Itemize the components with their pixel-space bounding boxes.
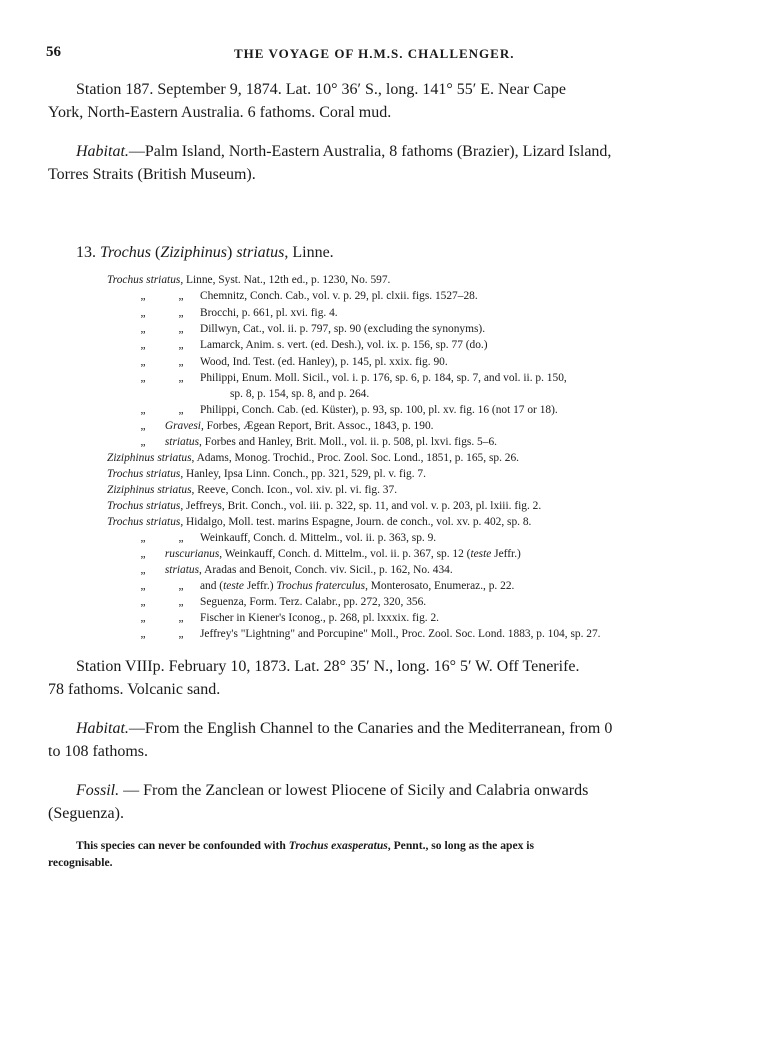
- habitat-text: —From the English Channel to the Canaries and the Mediterranean, from 0: [128, 720, 613, 737]
- species-heading: 13. Trochus (Ziziphinus) striatus, Linne.: [76, 244, 334, 261]
- habitat-paragraph-1-line-2: Torres Straits (British Museum).: [48, 166, 256, 183]
- synonymy-entry: „ „ Weinkauff, Conch. d. Mittelm., vol. ii. p. 363, sp. 9.: [140, 532, 437, 544]
- running-title: THE VOYAGE OF H.M.S. CHALLENGER.: [234, 46, 515, 61]
- synonymy-entry: „ striatus, Aradas and Benoit, Conch. viv. Sicil., p. 162, No. 434.: [140, 564, 453, 576]
- station-viii-line-2: 78 fathoms. Volcanic sand.: [48, 681, 221, 698]
- habitat-paragraph-2: [76, 717, 612, 741]
- synonymy-entry: Trochus striatus, Linne, Syst. Nat., 12th ed., p. 1230, No. 597.: [107, 274, 391, 286]
- synonymy-entry: „ striatus, Forbes and Hanley, Brit. Moll., vol. ii. p. 508, pl. lxvi. figs. 5–6.: [140, 436, 497, 448]
- fossil-paragraph-line-2: (Seguenza).: [48, 805, 124, 822]
- station-viii-line-1: Station VIIIp. February 10, 1873. Lat. 28° 35′ N., long. 16° 5′ W. Off Tenerife.: [76, 658, 580, 675]
- synonymy-entry: Trochus striatus, Jeffreys, Brit. Conch., vol. iii. p. 322, sp. 11, and vol. v. p. 203, pl. lxiii. fig. 2.: [107, 500, 542, 512]
- habitat-label: Habitat.: [76, 143, 129, 160]
- fossil-text: — From the Zanclean or lowest Pliocene of Sicily and Calabria onwards: [119, 782, 589, 799]
- closing-note: This species can never be confounded with Trochus exasperatus, Pennt., so long as the apex is: [76, 839, 535, 852]
- synonymy-entry: „ „ Philippi, Enum. Moll. Sicil., vol. i. p. 176, sp. 6, p. 184, sp. 7, and vol. ii. p. 150,: [140, 372, 567, 384]
- species-subgenus: Ziziphinus: [160, 244, 227, 261]
- species-number: 13.: [76, 244, 96, 261]
- page-number: 56: [46, 44, 61, 60]
- station-187-line-1: Station 187. September 9, 1874. Lat. 10° 36′ S., long. 141° 55′ E. Near Cape: [76, 81, 566, 98]
- species-epithet: striatus: [236, 244, 285, 261]
- habitat-text: —Palm Island, North-Eastern Australia, 8 fathoms (Brazier), Lizard Island,: [128, 143, 612, 160]
- habitat-paragraph-2-line-2: to 108 fathoms.: [48, 743, 148, 760]
- closing-note-line-2: recognisable.: [48, 856, 113, 869]
- note-species: Trochus exasperatus: [288, 839, 388, 852]
- synonymy-entry: „ „ Dillwyn, Cat., vol. ii. p. 797, sp. 90 (excluding the synonyms).: [140, 323, 486, 335]
- synonymy-entry: Ziziphinus striatus, Reeve, Conch. Icon., vol. xiv. pl. vi. fig. 37.: [107, 484, 398, 496]
- habitat-paragraph-1: [76, 140, 611, 164]
- station-187-line-2: York, North-Eastern Australia. 6 fathoms. Coral mud.: [48, 104, 392, 121]
- synonymy-entry: „ „ Seguenza, Form. Terz. Calabr., pp. 272, 320, 356.: [140, 596, 427, 608]
- fossil-paragraph: [76, 779, 588, 803]
- fossil-label: Fossil.: [76, 782, 120, 799]
- synonymy-entry: „ Gravesi, Forbes, Ægean Report, Brit. Assoc., 1843, p. 190.: [140, 420, 434, 432]
- synonymy-entry-continuation: sp. 8, p. 154, sp. 8, and p. 264.: [230, 388, 370, 400]
- synonymy-entry: „ „ Lamarck, Anim. s. vert. (ed. Desh.), vol. ix. p. 156, sp. 77 (do.): [140, 339, 488, 351]
- synonymy-entry: Trochus striatus, Hidalgo, Moll. test. marins Espagne, Journ. de conch., vol. xv. p. 402, sp. 8.: [107, 516, 532, 528]
- synonymy-entry: „ „ Brocchi, p. 661, pl. xvi. fig. 4.: [140, 307, 338, 319]
- synonymy-entry: „ „ Philippi, Conch. Cab. (ed. Küster), p. 93, sp. 100, pl. xv. fig. 16 (not 17 or 18).: [140, 404, 558, 416]
- synonymy-entry: Ziziphinus striatus, Adams, Monog. Trochid., Proc. Zool. Soc. Lond., 1851, p. 165, sp. 26.: [107, 452, 520, 464]
- synonymy-entry: „ „ Wood, Ind. Test. (ed. Hanley), p. 145, pl. xxix. fig. 90.: [140, 356, 448, 368]
- synonymy-entry: „ „ Fischer in Kiener's Iconog., p. 268, pl. lxxxix. fig. 2.: [140, 612, 440, 624]
- species-genus: Trochus: [100, 244, 151, 261]
- synonymy-entry: „ „ Chemnitz, Conch. Cab., vol. v. p. 29, pl. clxii. figs. 1527–28.: [140, 290, 478, 302]
- habitat-label: Habitat.: [76, 720, 129, 737]
- synonymy-entry: „ ruscurianus, Weinkauff, Conch. d. Mittelm., vol. ii. p. 367, sp. 12 (teste Jeffr.): [140, 548, 521, 560]
- synonymy-entry: „ „ and (teste Jeffr.) Trochus fraterculus, Monterosato, Enumeraz., p. 22.: [140, 580, 515, 592]
- species-author: , Linne.: [284, 244, 334, 261]
- synonymy-entry: „ „ Jeffrey's "Lightning" and Porcupine" Moll., Proc. Zool. Soc. Lond. 1883, p. 104, sp. 27.: [140, 628, 601, 640]
- synonymy-entry: Trochus striatus, Hanley, Ipsa Linn. Conch., pp. 321, 529, pl. v. fig. 7.: [107, 468, 426, 480]
